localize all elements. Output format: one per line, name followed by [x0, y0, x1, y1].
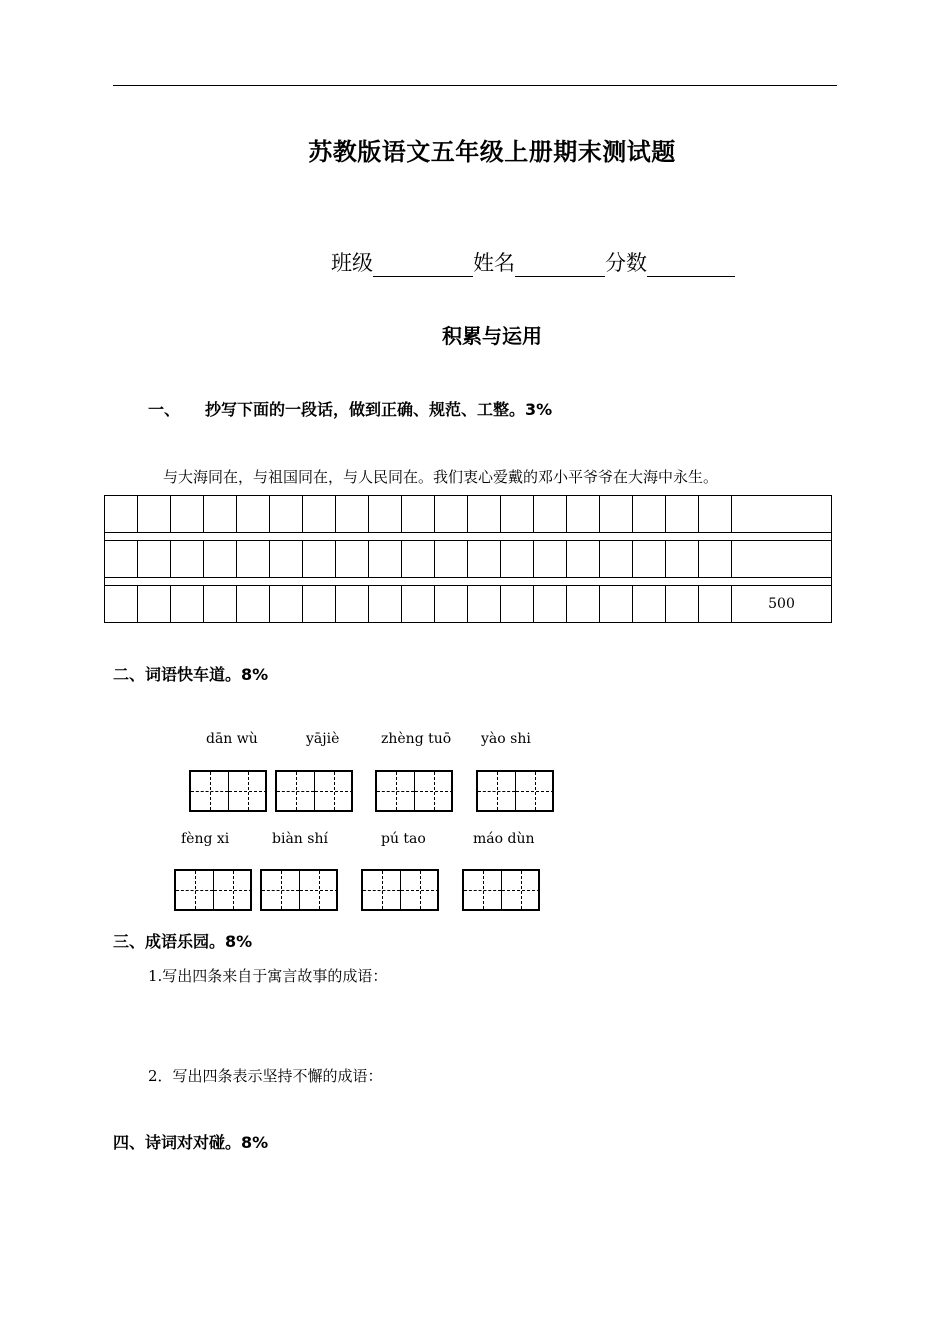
grid-cell[interactable]	[105, 496, 138, 533]
grid-cell[interactable]	[600, 496, 633, 533]
grid-cell[interactable]	[369, 586, 402, 623]
pinyin-7: pú tao	[381, 831, 426, 847]
name-blank[interactable]	[515, 254, 605, 277]
grid-cell[interactable]	[633, 541, 666, 578]
pinyin-3: zhèng tuō	[381, 731, 452, 747]
grid-cell[interactable]	[666, 541, 699, 578]
tianzi-box[interactable]	[361, 869, 439, 911]
grid-cell[interactable]	[171, 541, 204, 578]
tianzi-box[interactable]	[174, 869, 252, 911]
grid-cell[interactable]	[501, 541, 534, 578]
copy-grid	[104, 495, 832, 623]
tianzi-box[interactable]	[260, 869, 338, 911]
grid-cell[interactable]	[534, 586, 567, 623]
q3-item-2: 2．写出四条表示坚持不懈的成语：	[148, 1067, 383, 1085]
grid-cell[interactable]	[435, 496, 468, 533]
class-label: 班级	[331, 251, 373, 275]
grid-cell[interactable]	[237, 541, 270, 578]
q1-number: 一、	[148, 400, 181, 419]
grid-cell[interactable]	[204, 541, 237, 578]
pinyin-8: máo dùn	[473, 831, 535, 847]
grid-cell[interactable]	[105, 586, 138, 623]
q1-passage: 与大海同在，与祖国同在，与人民同在。我们衷心爱戴的邓小平爷爷在大海中永生。	[163, 468, 719, 486]
student-info-line	[331, 247, 735, 277]
grid-cell[interactable]	[237, 586, 270, 623]
grid-cell[interactable]	[171, 586, 204, 623]
score-blank[interactable]	[647, 254, 735, 277]
grid-cell[interactable]	[402, 541, 435, 578]
class-blank[interactable]	[373, 254, 473, 277]
grid-cell[interactable]	[633, 496, 666, 533]
grid-cell[interactable]	[303, 496, 336, 533]
pinyin-1: dān wù	[206, 731, 258, 747]
grid-cell[interactable]	[303, 586, 336, 623]
pinyin-5: fèng xi	[181, 831, 230, 847]
grid-cell[interactable]	[600, 541, 633, 578]
grid-cell[interactable]	[435, 586, 468, 623]
grid-cell[interactable]	[534, 541, 567, 578]
grid-cell[interactable]	[567, 586, 600, 623]
grid-cell[interactable]	[270, 586, 303, 623]
q2-title: 二、词语快车道。8%	[113, 665, 269, 684]
tianzi-box[interactable]	[462, 869, 540, 911]
page-title: 苏教版语文五年级上册期末测试题	[308, 138, 676, 166]
q1-title: 抄写下面的一段话，做到正确、规范、工整。3%	[205, 400, 553, 419]
grid-cell[interactable]	[237, 496, 270, 533]
tianzi-box[interactable]	[189, 770, 267, 812]
q4-title: 四、诗词对对碰。8%	[113, 1133, 269, 1152]
grid-cell[interactable]	[501, 586, 534, 623]
grid-cell[interactable]	[435, 541, 468, 578]
top-rule	[113, 85, 837, 86]
tianzi-box[interactable]	[375, 770, 453, 812]
grid-cell[interactable]	[567, 496, 600, 533]
score-label: 分数	[605, 251, 647, 275]
grid-cell[interactable]	[666, 496, 699, 533]
grid-cell[interactable]	[105, 541, 138, 578]
section-title: 积累与运用	[442, 324, 542, 348]
pinyin-2: yājiè	[306, 731, 340, 747]
grid-cell-wide[interactable]	[732, 541, 832, 578]
grid-cell[interactable]	[468, 586, 501, 623]
grid-cell[interactable]	[501, 496, 534, 533]
grid-cell[interactable]	[699, 541, 732, 578]
grid-cell[interactable]	[336, 496, 369, 533]
grid-cell[interactable]	[699, 496, 732, 533]
pinyin-6: biàn shí	[272, 831, 328, 847]
grid-cell[interactable]	[534, 496, 567, 533]
grid-counter: 500	[732, 586, 832, 623]
name-label: 姓名	[473, 251, 515, 275]
grid-cell[interactable]	[336, 541, 369, 578]
grid-cell[interactable]	[138, 541, 171, 578]
grid-cell[interactable]	[369, 541, 402, 578]
grid-cell[interactable]	[369, 496, 402, 533]
grid-spacer	[105, 578, 832, 586]
tianzi-box[interactable]	[275, 770, 353, 812]
grid-cell[interactable]	[600, 586, 633, 623]
grid-cell[interactable]	[633, 586, 666, 623]
grid-cell[interactable]	[666, 586, 699, 623]
grid-cell[interactable]	[699, 586, 732, 623]
tianzi-box[interactable]	[476, 770, 554, 812]
q3-title: 三、成语乐园。8%	[113, 932, 253, 951]
grid-spacer	[105, 533, 832, 541]
grid-cell[interactable]	[303, 541, 336, 578]
grid-cell[interactable]	[567, 541, 600, 578]
grid-cell[interactable]	[138, 496, 171, 533]
q3-item-1: 1.写出四条来自于寓言故事的成语：	[148, 967, 388, 985]
grid-cell[interactable]	[336, 586, 369, 623]
grid-cell[interactable]	[468, 541, 501, 578]
grid-cell[interactable]	[138, 586, 171, 623]
grid-cell[interactable]	[402, 496, 435, 533]
grid-cell[interactable]	[204, 586, 237, 623]
grid-cell[interactable]	[171, 496, 204, 533]
grid-cell[interactable]	[402, 586, 435, 623]
grid-cell-wide[interactable]	[732, 496, 832, 533]
pinyin-4: yào shi	[481, 731, 531, 747]
grid-cell[interactable]	[270, 541, 303, 578]
grid-cell[interactable]	[468, 496, 501, 533]
grid-cell[interactable]	[204, 496, 237, 533]
grid-cell[interactable]	[270, 496, 303, 533]
